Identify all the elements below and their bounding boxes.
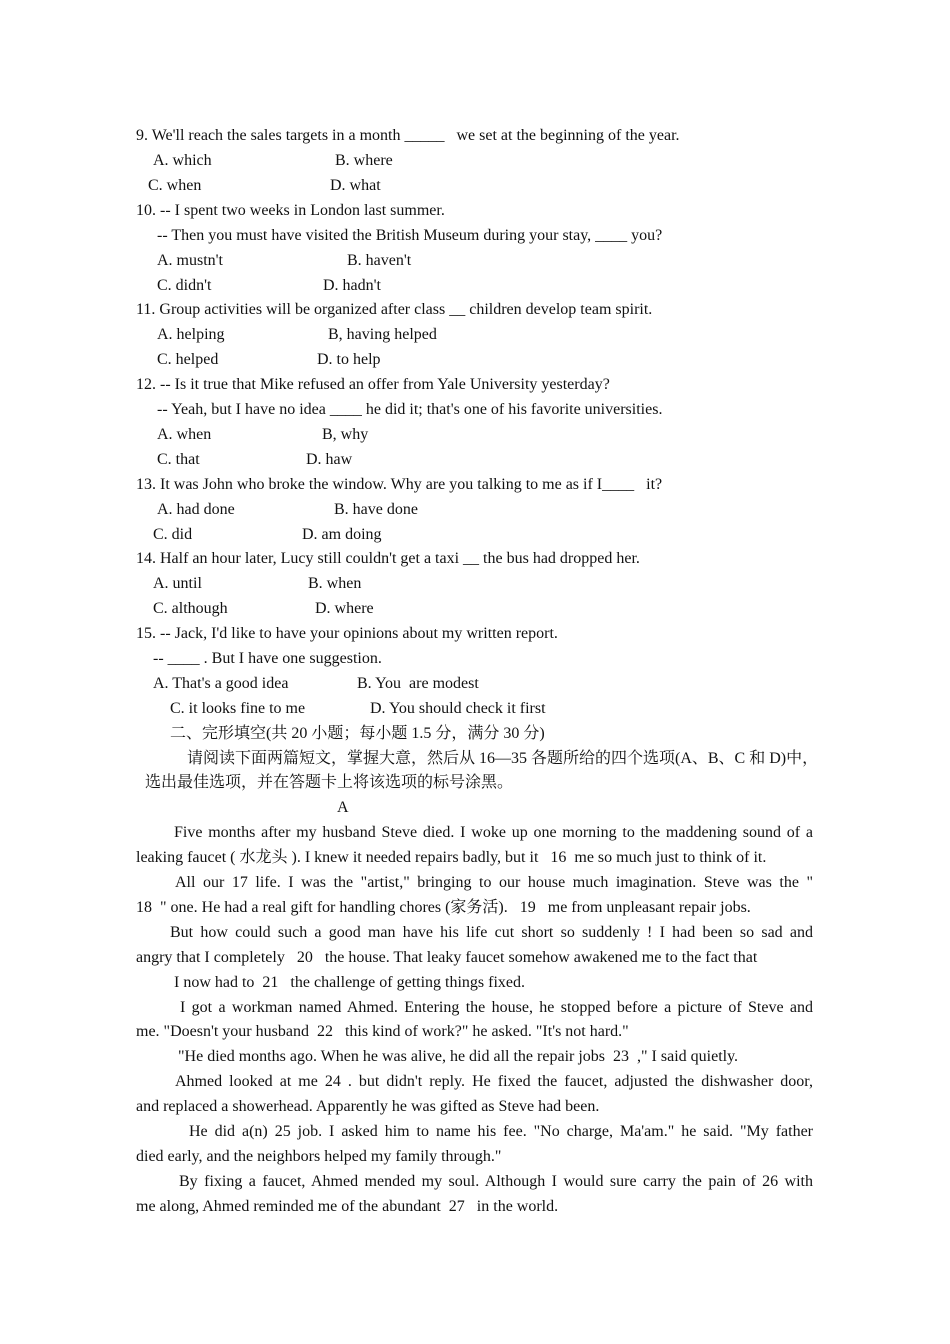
passage-line: Ahmed looked at me 24 . but didn't reply. He fixed the faucet, adjusted the dishwasher door, bbox=[175, 1073, 813, 1090]
passage-line: All our 17 life. I was the "artist," bringing to our house much imagination. Steve was the " bbox=[175, 874, 813, 891]
section-heading: 二、完形填空(共 20 小题；每小题 1.5 分，满分 30 分) bbox=[170, 725, 545, 742]
option-a: A. which bbox=[153, 152, 212, 169]
option-d: D. You should check it first bbox=[370, 700, 546, 717]
passage-line: and replaced a showerhead. Apparently he was gifted as Steve had been. bbox=[136, 1098, 600, 1115]
question-15-stem-2: -- ____ . But I have one suggestion. bbox=[153, 650, 382, 667]
question-11-stem: 11. Group activities will be organized after class __ children develop team spirit. bbox=[136, 301, 653, 318]
question-12-stem-2: -- Yeah, but I have no idea ____ he did it; that's one of his favorite universities. bbox=[157, 401, 663, 418]
passage-line: me. "Doesn't your husband 22 this kind of work?" he asked. "It's not hard." bbox=[136, 1023, 629, 1040]
option-a: A. until bbox=[153, 575, 202, 592]
question-13-stem: 13. It was John who broke the window. Why are you talking to me as if I____ it? bbox=[136, 476, 663, 493]
passage-line: By fixing a faucet, Ahmed mended my soul. Although I would sure carry the pain of 26 with bbox=[179, 1173, 813, 1190]
option-d: D. what bbox=[330, 177, 381, 194]
option-a: A. when bbox=[157, 426, 212, 443]
passage-line: Five months after my husband Steve died. I woke up one morning to the maddening sound of a bbox=[174, 824, 813, 841]
option-b: B. when bbox=[308, 575, 362, 592]
passage-line: angry that I completely 20 the house. That leaky faucet somehow awakened me to the fact that bbox=[136, 949, 758, 966]
section-instruction: 请阅读下面两篇短文，掌握大意，然后从 16—35 各题所给的四个选项(A、B、C 和 D)中， bbox=[187, 750, 819, 767]
option-c: C. when bbox=[148, 177, 202, 194]
option-d: D. where bbox=[315, 600, 374, 617]
option-c: C. that bbox=[157, 451, 200, 468]
option-c: C. helped bbox=[157, 351, 219, 368]
passage-line: died early, and the neighbors helped my family through." bbox=[136, 1148, 502, 1165]
question-12-stem: 12. -- Is it true that Mike refused an offer from Yale University yesterday? bbox=[136, 376, 610, 393]
passage-line: leaking faucet ( 水龙头 ). I knew it needed repairs badly, but it 16 me so much just to think of it. bbox=[136, 849, 767, 866]
option-a: A. had done bbox=[157, 501, 235, 518]
option-c: C. didn't bbox=[157, 277, 212, 294]
option-d: D. haw bbox=[306, 451, 353, 468]
option-a: A. That's a good idea bbox=[153, 675, 289, 692]
option-b: B. where bbox=[335, 152, 393, 169]
passage-line: But how could such a good man have his life cut short so suddenly ! I had been so sad and bbox=[170, 924, 813, 941]
option-d: D. am doing bbox=[302, 526, 382, 543]
option-b: B. You are modest bbox=[357, 675, 479, 692]
option-a: A. helping bbox=[157, 326, 225, 343]
question-15-stem: 15. -- Jack, I'd like to have your opinions about my written report. bbox=[136, 625, 558, 642]
question-10-stem-2: -- Then you must have visited the British Museum during your stay, ____ you? bbox=[157, 227, 663, 244]
passage-line: I got a workman named Ahmed. Entering the house, he stopped before a picture of Steve and bbox=[180, 999, 813, 1016]
option-d: D. hadn't bbox=[323, 277, 381, 294]
section-instruction-cont: 选出最佳选项，并在答题卡上将该选项的标号涂黑。 bbox=[145, 774, 514, 791]
question-10-stem: 10. -- I spent two weeks in London last summer. bbox=[136, 202, 445, 219]
option-c: C. although bbox=[153, 600, 228, 617]
option-b: B. have done bbox=[334, 501, 418, 518]
option-b: B. haven't bbox=[347, 252, 412, 269]
option-b: B, having helped bbox=[328, 326, 437, 343]
passage-line: 18 " one. He had a real gift for handling chores (家务活). 19 me from unpleasant repair jobs. bbox=[136, 899, 751, 916]
option-c: C. did bbox=[153, 526, 193, 543]
question-9-stem: 9. We'll reach the sales targets in a month _____ we set at the beginning of the year. bbox=[136, 127, 680, 144]
option-b: B, why bbox=[322, 426, 369, 443]
passage-line: me along, Ahmed reminded me of the abundant 27 in the world. bbox=[136, 1198, 559, 1215]
option-c: C. it looks fine to me bbox=[170, 700, 306, 717]
option-a: A. mustn't bbox=[157, 252, 223, 269]
passage-line: I now had to 21 the challenge of getting things fixed. bbox=[174, 974, 526, 991]
passage-line: "He died months ago. When he was alive, he did all the repair jobs 23 ," I said quietly. bbox=[178, 1048, 739, 1065]
option-d: D. to help bbox=[317, 351, 381, 368]
passage-label: A bbox=[337, 799, 349, 816]
passage-line: He did a(n) 25 job. I asked him to name his fee. "No charge, Ma'am." he said. "My father bbox=[189, 1123, 813, 1140]
question-14-stem: 14. Half an hour later, Lucy still couldn't get a taxi __ the bus had dropped her. bbox=[136, 550, 640, 567]
